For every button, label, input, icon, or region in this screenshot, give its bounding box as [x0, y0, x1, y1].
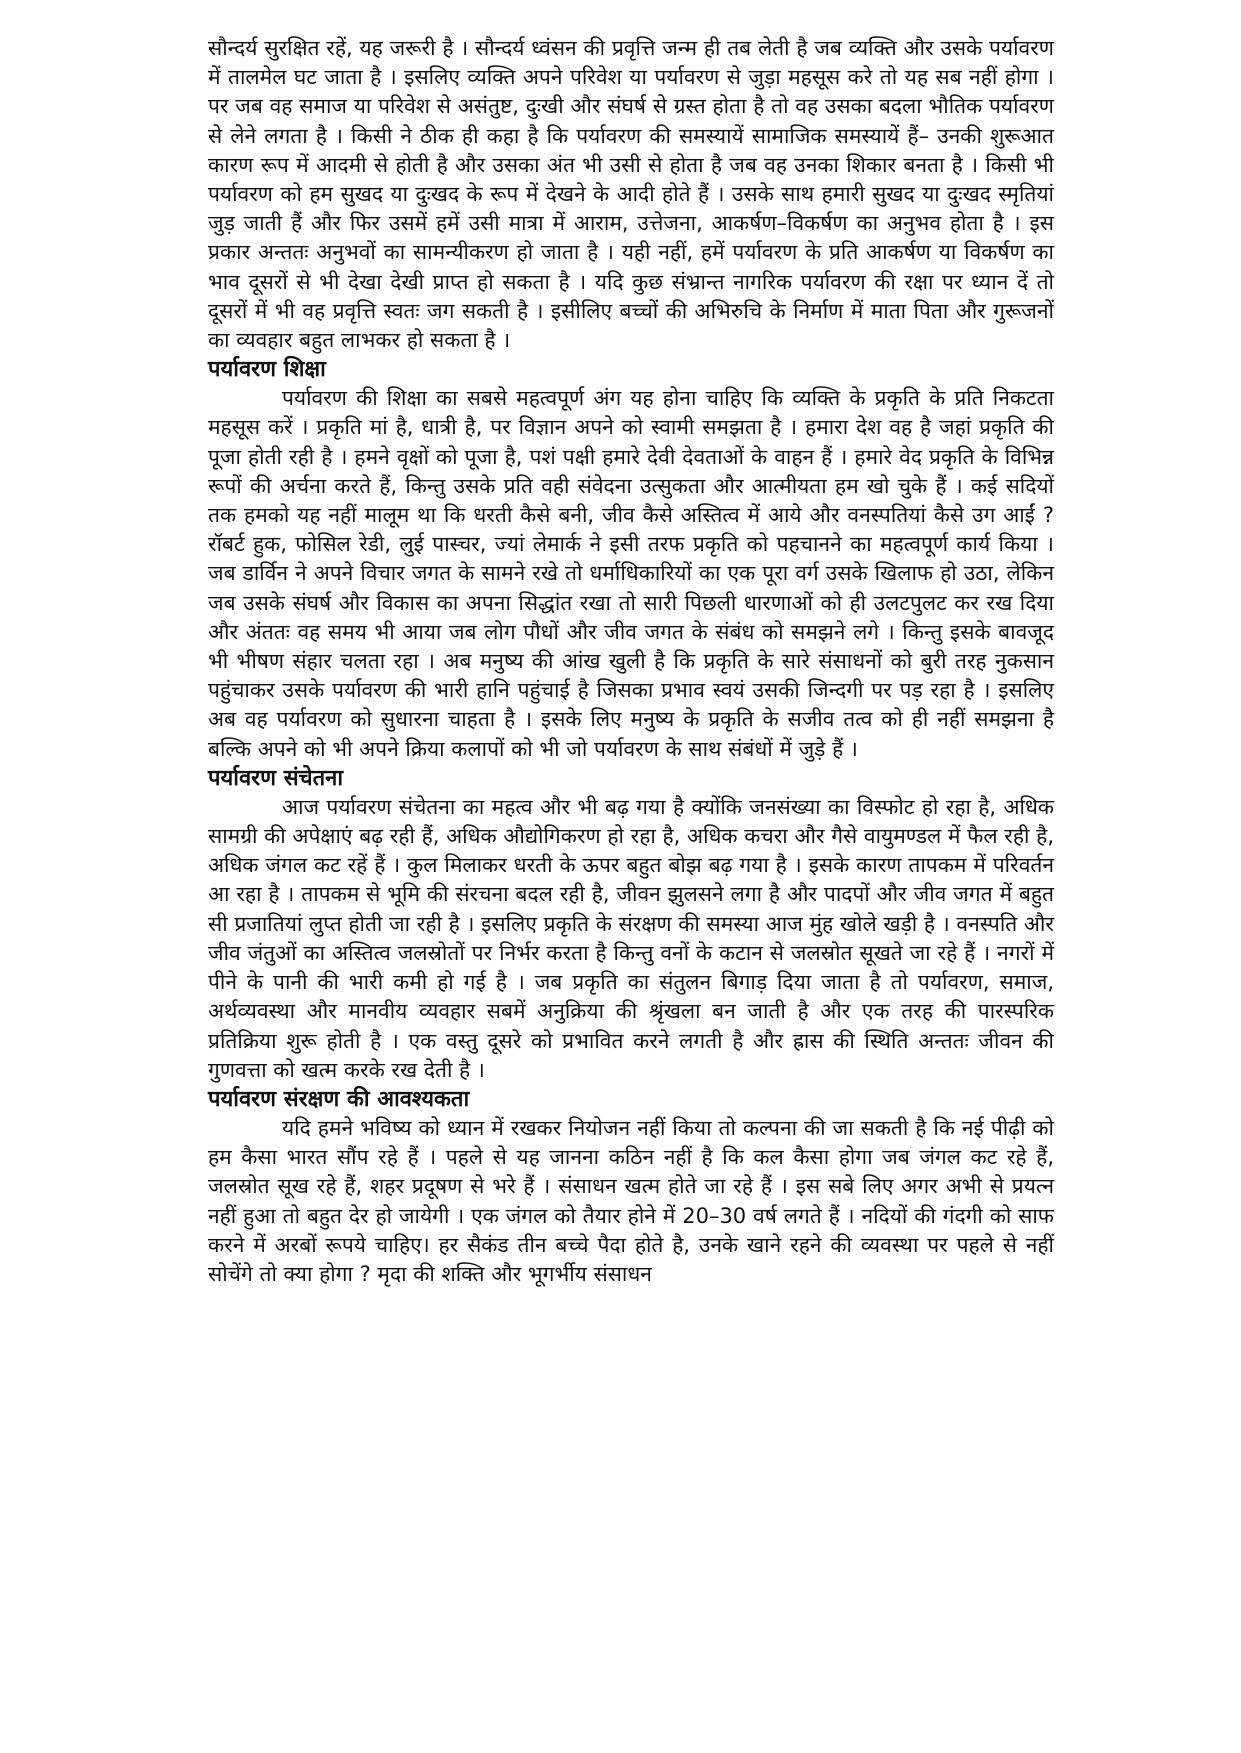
- section-heading: पर्यावरण शिक्षा: [208, 357, 326, 383]
- body-paragraph: पर्यावरण की शिक्षा का सबसे महत्वपूर्ण अंग यह होना चाहिए कि व्यक्ति के प्रकृति के प्रति निकटता महसूस करें । प्रकृति मां है, धात्री है, पर विज्ञान अपने को स्वामी समझता है । हमारा देश वह है जहां प्रकृति की पूजा होती रही है । हमने वृक्षों को पूजा है, पशं पक्षी हमारे देवी देवताओं के वाहन हैं । हमारे वेद प्रकृति के विभिन्न रूपों की अर्चना करते हैं, किन्तु उसके प्रति वही संवेदना उत्सुकता और आत्मीयता हम खो चुके हैं । कई सदियों तक हमको यह नहीं मालूम था कि धरती कैसे बनी, जीव कैसे अस्तित्व में आये और वनस्पतियां कैसे उग आईं ? रॉबर्ट हुक, फोसिल रेडी, लुई पास्चर, ज्यां लेमार्क ने इसी तरफ प्रकृति को पहचानने का महत्वपूर्ण कार्य किया । जब डार्विन ने अपने विचार जगत के सामने रखे तो धर्माधिकारियों का एक पूरा वर्ग उसके खिलाफ हो उठा, लेकिन जब उसके संघर्ष और विकास का अपना सिद्धांत रखा तो सारी पिछली धारणाओं को ही उलटपुलट कर रख दिया और अंततः वह समय भी आया जब लोग पौधों और जीव जगत के संबंध को समझने लगे । किन्तु इसके बावजूद भी भीषण संहार चलता रहा । अब मनुष्य की आंख खुली है कि प्रकृति के सारे संसाधनों को बुरी तरह नुकसान पहुंचाकर उसके पर्यावरण की भारी हानि पहुंचाई है जिसका प्रभाव स्वयं उसकी जिन्दगी पर पड़ रहा है । इसलिए अब वह पर्यावरण को सुधारना चाहता है । इसके लिए मनुष्य के प्रकृति के सजीव तत्व को ही नहीं समझना है बल्कि अपने को भी अपने क्रिया कलापों को भी जो पर्यावरण के साथ संबंधों में जुड़े हैं ।: [208, 386, 1054, 761]
- body-paragraph: यदि हमने भविष्य को ध्यान में रखकर नियोजन नहीं किया तो कल्पना की जा सकती है कि नई पीढ़ी को हम कैसा भारत सौंप रहे हैं । पहले से यह जानना कठिन नहीं है कि कल कैसा होगा जब जंगल कट रहे हैं, जलस्रोत सूख रहे हैं, शहर प्रदूषण से भरे हैं । संसाधन खत्म होते जा रहे हैं । इस सबे लिए अगर अभी से प्रयत्न नहीं हुआ तो बहुत देर हो जायेगी । एक जंगल को तैयार होने में 20–30 वर्ष लगते हैं । नदियों की गंदगी को साफ करने में अरबों रूपये चाहिए। हर सैकंड तीन बच्चे पैदा होते है, उनके खाने रहने की व्यवस्था पर पहले से नहीं सोचेंगे तो क्या होगा ? मृदा की शक्ति और भूगर्भीय संसाधन: [208, 1115, 1054, 1286]
- document-page: [208, 34, 1054, 1289]
- body-paragraph: आज पर्यावरण संचेतना का महत्व और भी बढ़ गया है क्योंकि जनसंख्या का विस्फोट हो रहा है, अधिक सामग्री की अपेक्षाएं बढ़ रही हैं, अधिक औद्योगिकरण हो रहा है, अधिक कचरा और गैसे वायुमण्डल में फैल रही है, अधिक जंगल कट रहें हैं । कुल मिलाकर धरती के ऊपर बहुत बोझ बढ़ गया है । इसके कारण तापकम में परिवर्तन आ रहा है । तापकम से भूमि की संरचना बदल रही है, जीवन झुलसने लगा है और पादपों और जीव जगत में बहुत सी प्रजातियां लुप्त होती जा रही है । इसलिए प्रकृति के संरक्षण की समस्या आज मुंह खोले खड़ी है । वनस्पति और जीव जंतुओं का अस्तित्व जलस्रोतों पर निर्भर करता है किन्तु वनों के कटान से जलस्रोत सूखते जा रहे हैं । नगरों में पीने के पानी की भारी कमी हो गई है । जब प्रकृति का संतुलन बिगाड़ दिया जाता है तो पर्यावरण, समाज, अर्थव्यवस्था और मानवीय व्यवहार सबमें अनुक्रिया की श्रृंखला बन जाती है और एक तरह की पारस्परिक प्रतिक्रिया शुरू होती है । एक वस्तु दूसरे को प्रभावित करने लगती है और ह्रास की स्थिति अन्ततः जीवन की गुणवत्ता को खत्म करके रख देती है ।: [208, 794, 1054, 1082]
- section-heading: पर्यावरण संरक्षण की आवश्यकता: [208, 1086, 470, 1112]
- section-heading: पर्यावरण संचेतना: [208, 765, 344, 791]
- body-paragraph: सौन्दर्य सुरक्षित रहें, यह जरूरी है । सौन्दर्य ध्वंसन की प्रवृत्ति जन्म ही तब लेती है जब व्यक्ति और उसके पर्यावरण में तालमेल घट जाता है । इसलिए व्यक्ति अपने परिवेश या पर्यावरण से जुड़ा महसूस करे तो यह सब नहीं होगा । पर जब वह समाज या परिवेश से असंतुष्ट, दुःखी और संघर्ष से ग्रस्त होता है तो वह उसका बदला भौतिक पर्यावरण से लेने लगता है । किसी ने ठीक ही कहा है कि पर्यावरण की समस्यायें सामाजिक समस्यायें हैं– उनकी शुरूआत कारण रूप में आदमी से होती है और उसका अंत भी उसी से होता है जब वह उनका शिकार बनता है । किसी भी पर्यावरण को हम सुखद या दुःखद के रूप में देखने के आदी होते हैं । उसके साथ हमारी सुखद या दुःखद स्मृतियां जुड़ जाती हैं और फिर उसमें हमें उसी मात्रा में आराम, उत्तेजना, आकर्षण–विकर्षण का अनुभव होता है । इस प्रकार अन्ततः अनुभवों का सामन्यीकरण हो जाता है । यही नहीं, हमें पर्यावरण के प्रति आकर्षण या विकर्षण का भाव दूसरों से भी देखा देखी प्राप्त हो सकता है । यदि कुछ संभ्रान्त नागरिक पर्यावरण की रक्षा पर ध्यान दें तो दूसरों में भी वह प्रवृत्ति स्वतः जग सकती है । इसीलिए बच्चों की अभिरुचि के निर्माण में माता पिता और गुरूजनों का व्यवहार बहुत लाभकर हो सकता है ।: [208, 36, 1054, 353]
